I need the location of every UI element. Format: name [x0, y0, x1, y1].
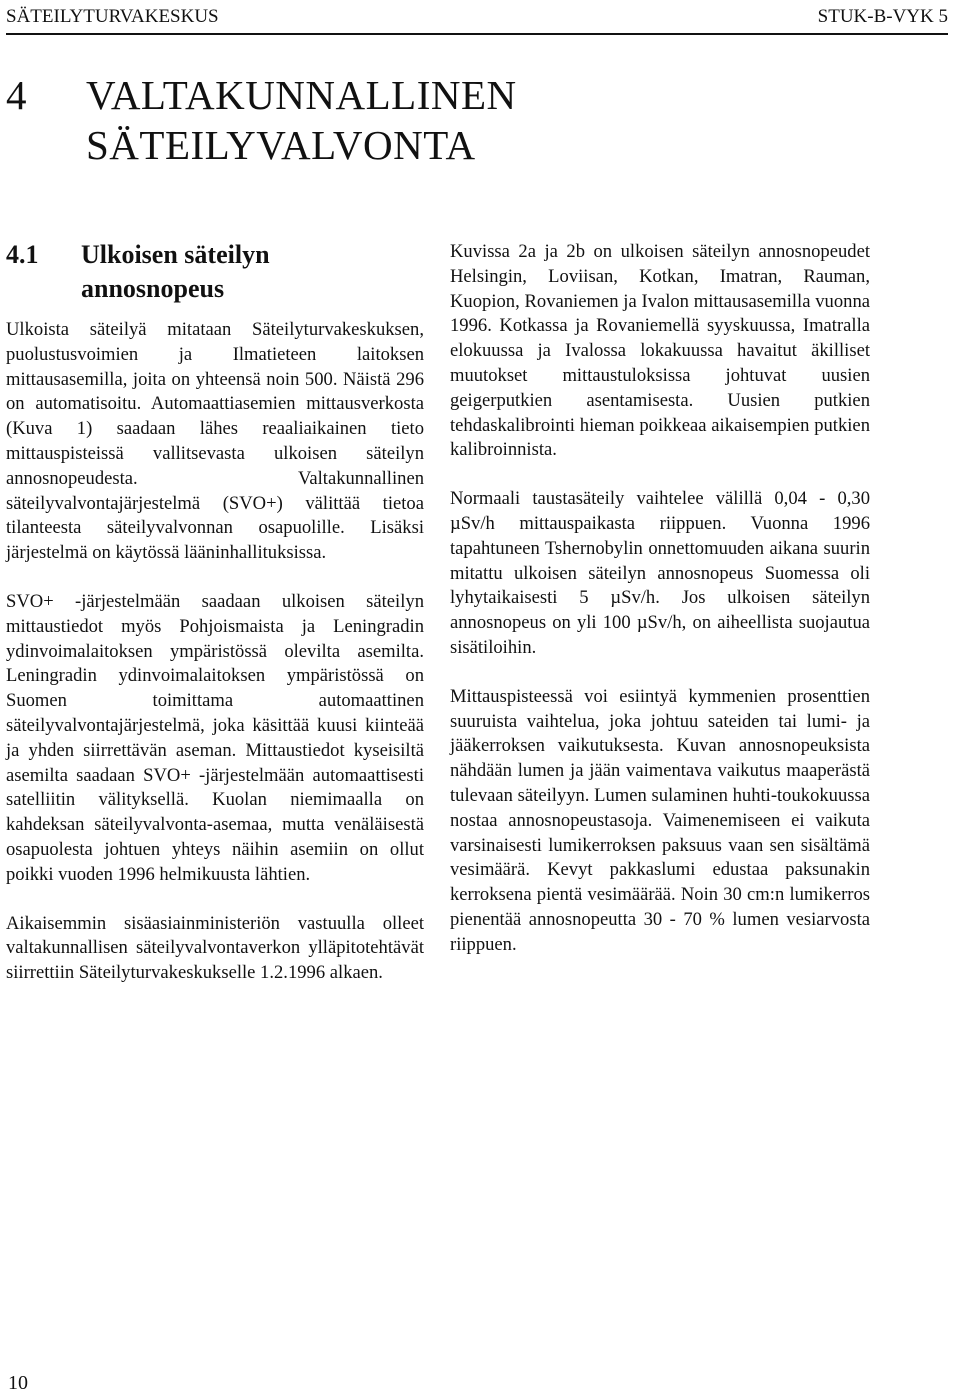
paragraph: Ulkoista säteilyä mitataan Säteilyturvakeskuksen, puolustusvoimien ja Ilmatieteen laitoksen mittausasemilla, joita on yhteensä noin 500. Näistä 296 on automatisoitu. Automaattiasemien mittausverkosta (Kuva 1) saadaan lähes reaaliaikainen tieto mittauspisteissä vallitsevasta ulkoisen säteilyn annosnopeudesta. Valtakunnallinen säteilyvalvontajärjestelmä (SVO+) välittää tietoa tilanteesta säteilyvalvonnan osapuolille. Lisäksi järjestelmä on käytössä lääninhallituksissa.	[6, 319, 424, 564]
header-report-code: STUK-B-VYK 5	[817, 6, 948, 27]
left-text-column	[6, 318, 424, 1010]
paragraph: Kuvissa 2a ja 2b on ulkoisen säteilyn annosnopeudet Helsingin, Loviisan, Kotkan, Imatran, Rauman, Kuopion, Rovaniemen ja Ivalon mittausasemilla vuonna 1996. Kotkassa ja Rovaniemellä syyskuussa, Imatralla elokuussa ja Ivalossa lokakuussa havaitut äkilliset muutokset mittaustuloksissa johtuvat uusien geigerputkien asentamisesta. Uusien putkien tehdaskalibrointi hieman poikkeaa aikaisempien putkien kalibroinnista.	[450, 241, 870, 461]
running-header	[6, 4, 948, 30]
chapter-number: 4	[6, 72, 27, 118]
paragraph: Mittauspisteessä voi esiintyä kymmenien prosenttien suuruista vaihtelua, joka johtuu sateiden tai lumi- ja jääkerroksen vaikutuksesta. Kuvan annosnopeuksista nähdään lumen ja jään vaimentava vaikutus maaperästä tulevaan säteilyyn. Lumen sulaminen huhti-toukokuussa nostaa annosnopeustasoja. Vaimenemiseen ei vaikuta varsinaisesti lumikerroksen paksuus vaan sen sisältämä vesimäärä. Kevyt pakkaslumi edustaa paksunakin kerroksena pientä vesimäärää. Noin 30 cm:n lumikerros pienentää annosnopeutta 30 - 70 % lumen vesiarvosta riippuen.	[450, 685, 870, 955]
right-text-column	[450, 240, 870, 982]
chapter-title: VALTAKUNNALLINEN SÄTEILYVALVONTA	[86, 72, 517, 168]
paragraph: Normaali taustasäteily vaihtelee välillä 0,04 - 0,30 µSv/h mittauspaikasta riippuen. Vuonna 1996 tapahtuneen Tshernobylin onnettomuuden aikana suurin mitattu ulkoisen säteilyn annosnopeus Suomessa oli lyhytaikaisesti 5 µSv/h. Jos ulkoisen säteilyn annosnopeus on yli 100 µSv/h, on aiheellista suojautua sisätiloihin.	[450, 488, 870, 658]
page-number: 10	[8, 1372, 28, 1394]
paragraph: Aikaisemmin sisäasiainministeriön vastuulla olleet valtakunnallisen säteilyvalvontaverkon ylläpitotehtävät siirrettiin Säteilyturvakeskukselle 1.2.1996 alkaen.	[6, 912, 424, 984]
section-title: Ulkoisen säteilyn annosnopeus	[81, 240, 270, 303]
paragraph: SVO+ -järjestelmään saadaan ulkoisen säteilyn mittaustiedot myös Pohjoismaista ja Leningradin ydinvoimalaitoksen ympäristössä olevilta asemilta. Leningradin ydinvoimalaitoksen ympäristössä on Suomen toimittama automaattinen säteilyvalvontajärjestelmä, joka käsittää kuusi kiinteää ja yhden siirrettävän aseman. Mittaustiedot kyseisiltä asemilta saadaan SVO+ -järjestelmään automaattisesti satelliitin välityksellä. Kuolan niemimaalla on kahdeksan säteilyvalvonta-asemaa, mutta venäläisestä osapuolesta johtuen yhteys näihin asemiin on ollut poikki vuoden 1996 helmikuusta lähtien.	[6, 590, 424, 885]
header-divider	[6, 33, 948, 35]
section-number: 4.1	[6, 240, 39, 269]
header-publisher: SÄTEILYTURVAKESKUS	[6, 6, 219, 27]
